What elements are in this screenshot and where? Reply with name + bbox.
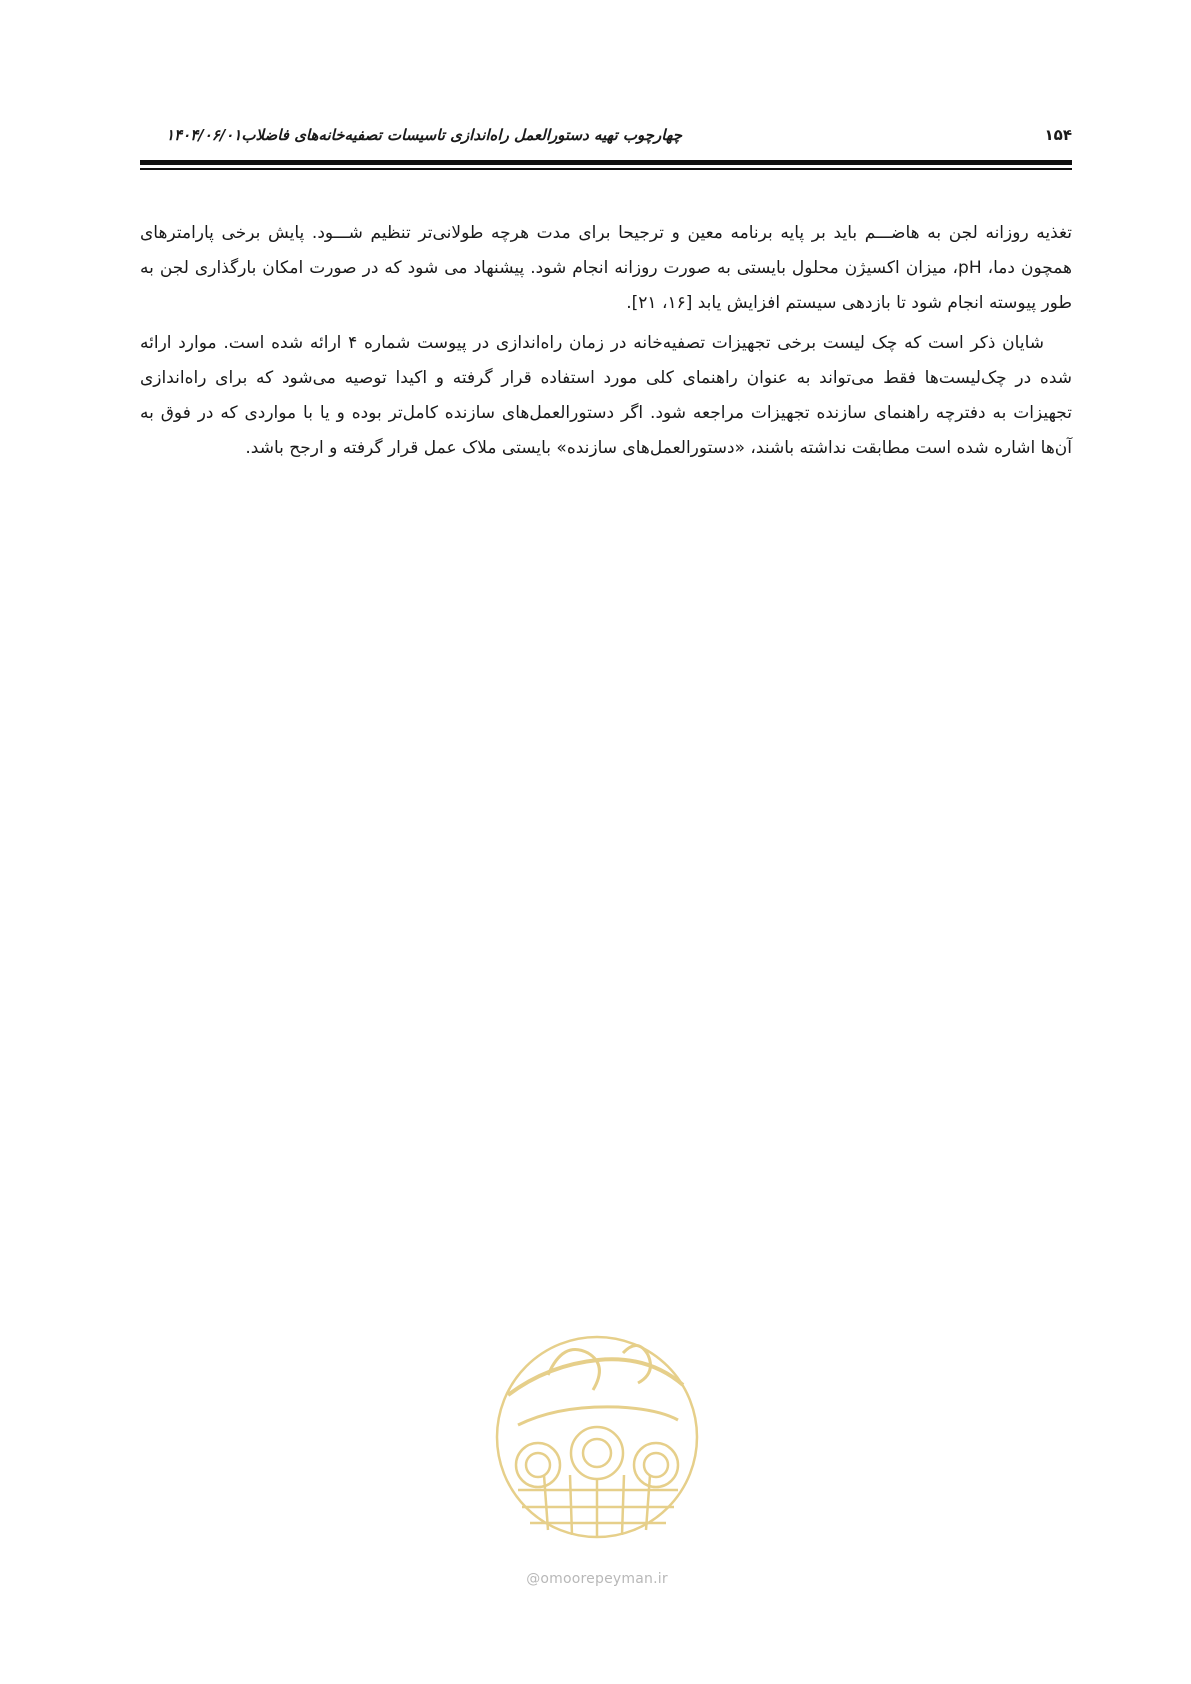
header-date: ۱۴۰۴/۰۶/۰۱	[166, 126, 242, 144]
watermark-logo	[488, 1325, 706, 1587]
header-rule-thick	[140, 160, 1072, 165]
omoorepeyman-seal	[488, 1325, 706, 1565]
watermark-url: @omoorepeyman.ir	[526, 1571, 668, 1587]
running-header	[140, 126, 682, 144]
page-number: ۱۵۴	[1044, 126, 1072, 144]
paragraph-2: شایان ذکر است که چک لیست برخی تجهیزات تصفیه‌خانه در زمان راه‌اندازی در پیوست شماره ۴ ارائه شده است. موارد ارائه شده در چک‌لیست‌ها فقط می‌تواند به عنوان راهنمای کلی مورد استفاده قرار گرفته و اکیدا توصیه می‌شود که برای راه‌اندازی تجهیزات به دفترچه راهنمای سازنده تجهیزات مراجعه شود. اگر دستورالعمل‌های سازنده کامل‌تر بوده و یا با مواردی که در فوق به آن‌ها اشاره شده است مطابقت نداشته باشند، «دستورالعمل‌های سازنده» بایستی ملاک عمل قرار گرفته و ارجح باشد.	[140, 333, 1072, 458]
paragraph-1: تغذیه روزانه لجن به هاضـــم باید بر پایه برنامه معین و ترجیحا برای مدت هرچه طولانی‌تر تنظیم شـــود. پایش برخی پارامترهای همچون دما، pH، میزان اکسیژن محلول بایستی به صورت روزانه انجام شود. پیشنهاد می شود که در صورت امکان بارگذاری لجن به طور پیوسته انجام شود تا بازدهی سیستم افزایش یابد [۱۶، ۲۱].	[140, 223, 1072, 313]
header-rule-thin	[140, 168, 1072, 170]
body-text	[140, 216, 1072, 466]
header-title: چهارچوب تهیه دستورالعمل راه‌اندازی تاسیسات تصفیه‌خانه‌های فاضلاب	[241, 126, 683, 144]
page-header	[140, 126, 1072, 156]
